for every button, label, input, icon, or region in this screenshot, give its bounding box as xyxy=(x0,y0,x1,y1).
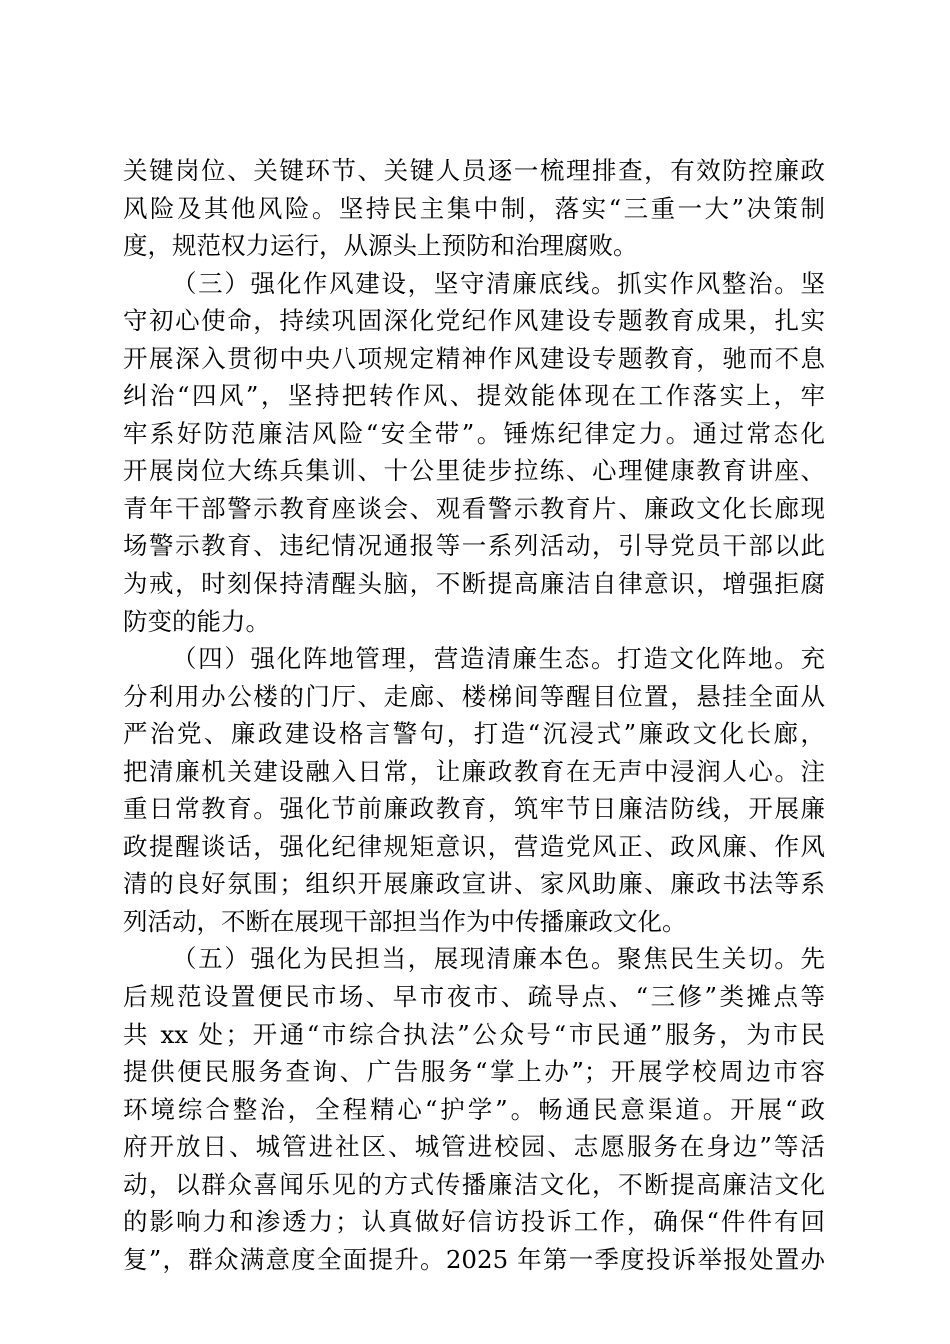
text-line: 环境综合整治，全程精心“护学”。畅通民意渠道。开展“政 xyxy=(123,1094,825,1124)
text-line: 列活动，不断在展现干部担当作为中传播廉政文化。 xyxy=(123,906,687,936)
text-line: 风险及其他风险。坚持民主集中制，落实“三重一大”决策制 xyxy=(123,193,825,223)
text-line: 动，以群众喜闻乐见的方式传播廉洁文化，不断提高廉洁文化 xyxy=(123,1169,825,1199)
text-line: 青年干部警示教育座谈会、观看警示教育片、廉政文化长廊现 xyxy=(123,493,825,523)
paragraph-first-line: （三）强化作风建设，坚守清廉底线。抓实作风整治。坚 xyxy=(172,268,825,298)
paragraph-first-line: （四）强化阵地管理，营造清廉生态。打造文化阵地。充 xyxy=(172,644,825,674)
text-line: 关键岗位、关键环节、关键人员逐一梳理排查，有效防控廉政 xyxy=(123,156,825,185)
text-line: 牢系好防范廉洁风险“安全带”。锤炼纪律定力。通过常态化 xyxy=(123,418,825,448)
text-line: 防变的能力。 xyxy=(123,606,270,636)
text-line: 提供便民服务查询、广告服务“掌上办”；开展学校周边市容 xyxy=(123,1057,825,1087)
text-line: 纠治“四风”，坚持把转作风、提效能体现在工作落实上，牢 xyxy=(123,381,825,411)
text-line: 严治党、廉政建设格言警句，打造“沉浸式”廉政文化长廊， xyxy=(123,719,825,749)
paragraph-first-line: （五）强化为民担当，展现清廉本色。聚焦民生关切。先 xyxy=(172,944,825,974)
text-line: 复”，群众满意度全面提升。2025 年第一季度投诉举报处置办 xyxy=(123,1244,825,1274)
text-line: 场警示教育、违纪情况通报等一系列活动，引导党员干部以此 xyxy=(123,531,825,561)
text-line: 为戒，时刻保持清醒头脑，不断提高廉洁自律意识，增强拒腐 xyxy=(123,569,825,599)
text-line: 开展深入贯彻中央八项规定精神作风建设专题教育，驰而不息 xyxy=(123,343,825,373)
text-line: 共 xx 处；开通“市综合执法”公众号“市民通”服务，为市民 xyxy=(123,1019,825,1049)
text-line: 分利用办公楼的门厅、走廊、楼梯间等醒目位置，悬挂全面从 xyxy=(123,681,825,711)
text-line: 清的良好氛围；组织开展廉政宣讲、家风助廉、廉政书法等系 xyxy=(123,869,825,899)
text-line: 府开放日、城管进社区、城管进校园、志愿服务在身边”等活 xyxy=(123,1132,825,1162)
text-line: 开展岗位大练兵集训、十公里徒步拉练、心理健康教育讲座、 xyxy=(123,456,825,486)
text-line: 度，规范权力运行，从源头上预防和治理腐败。 xyxy=(123,231,638,261)
text-line: 政提醒谈话，强化纪律规矩意识，营造党风正、政风廉、作风 xyxy=(123,831,825,861)
text-line: 后规范设置便民市场、早市夜市、疏导点、“三修”类摊点等 xyxy=(123,982,825,1012)
text-line: 把清廉机关建设融入日常，让廉政教育在无声中浸润人心。注 xyxy=(123,756,825,786)
document-body xyxy=(123,152,825,1278)
text-line: 守初心使命，持续巩固深化党纪作风建设专题教育成果，扎实 xyxy=(123,306,825,336)
text-line: 重日常教育。强化节前廉政教育，筑牢节日廉洁防线，开展廉 xyxy=(123,794,825,824)
text-line: 的影响力和渗透力；认真做好信访投诉工作，确保“件件有回 xyxy=(123,1207,825,1237)
